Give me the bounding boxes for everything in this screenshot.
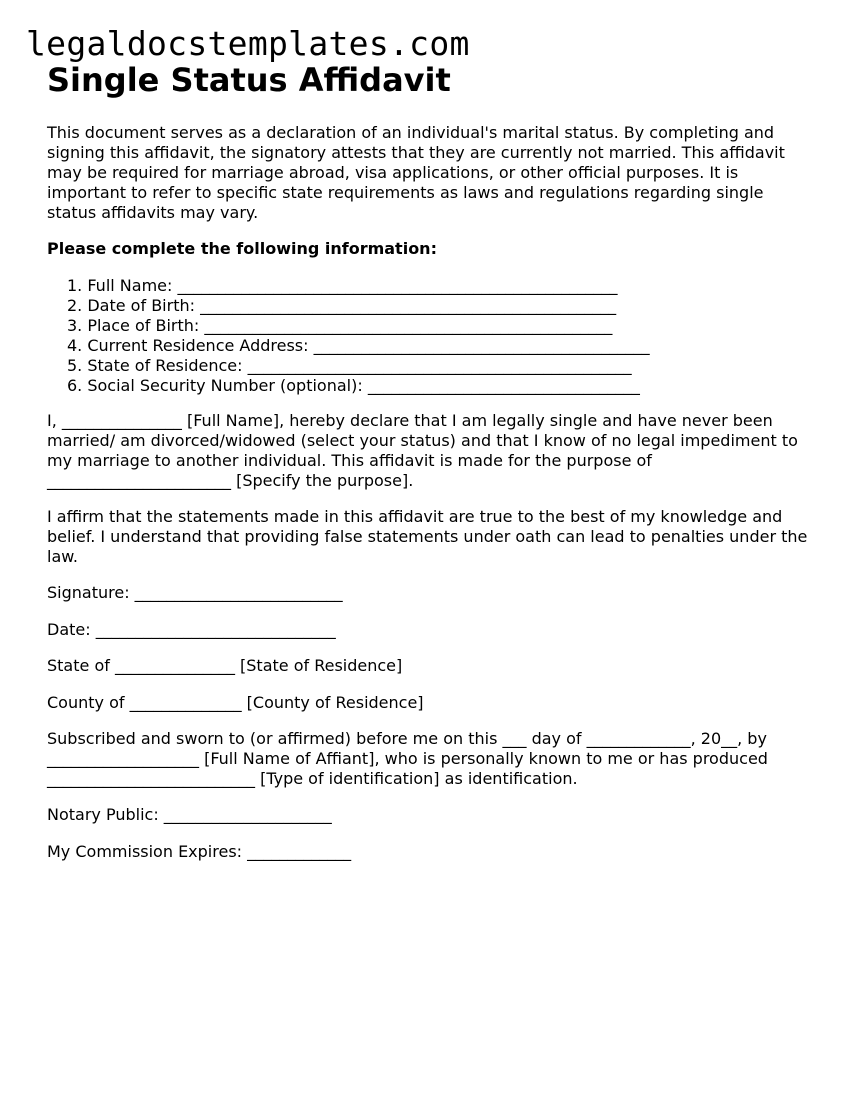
field-full-name[interactable]: 1. Full Name: _______________________________________________________ (67, 276, 618, 295)
state-of-field[interactable]: State of _______________ [State of Residence] (47, 656, 403, 675)
field-state-of-residence[interactable]: 5. State of Residence: ________________________________________________ (67, 356, 632, 375)
intro-paragraph: This document serves as a declaration of an individual's marital status. By completing and signing this affidavit, the signatory attests that they are currently not married. This affidavit may be required for marriage abroad, visa applications, or other official purposes. It is important to refer to specific state requirements as laws and regulations regarding single status affidavits may vary. (47, 123, 785, 222)
sworn-statement-paragraph: Subscribed and sworn to (or affirmed) before me on this ___ day of _____________, 20__, by ___________________ [Full Name of Affiant], who is personally known to me or has produced __________________________ [Type of identification] as identification. (47, 729, 768, 788)
instructions-heading: Please complete the following information: (47, 239, 437, 258)
field-current-residence-address[interactable]: 4. Current Residence Address: __________________________________________ (67, 336, 650, 355)
field-place-of-birth[interactable]: 3. Place of Birth: ___________________________________________________ (67, 316, 613, 335)
date-field[interactable]: Date: ______________________________ (47, 620, 336, 639)
site-watermark: legaldocstemplates.com (26, 24, 470, 63)
information-list (67, 276, 650, 396)
county-of-field[interactable]: County of ______________ [County of Residence] (47, 693, 424, 712)
field-date-of-birth[interactable]: 2. Date of Birth: ____________________________________________________ (67, 296, 617, 315)
signature-field[interactable]: Signature: __________________________ (47, 583, 343, 602)
field-social-security-number[interactable]: 6. Social Security Number (optional): __________________________________ (67, 376, 640, 395)
document-title: Single Status Affidavit (47, 61, 451, 99)
commission-expires-field[interactable]: My Commission Expires: _____________ (47, 842, 352, 861)
affirmation-paragraph: I affirm that the statements made in this affidavit are true to the best of my knowledge and belief. I understand that providing false statements under oath can lead to penalties under the law. (47, 507, 808, 566)
declaration-paragraph: I, _______________ [Full Name], hereby declare that I am legally single and have never been married/ am divorced/widowed (select your status) and that I know of no legal impediment to my marriage to another individual. This affidavit is made for the purpose of _______________________ [Specify the purpose]. (47, 411, 798, 490)
notary-public-field[interactable]: Notary Public: _____________________ (47, 805, 332, 824)
